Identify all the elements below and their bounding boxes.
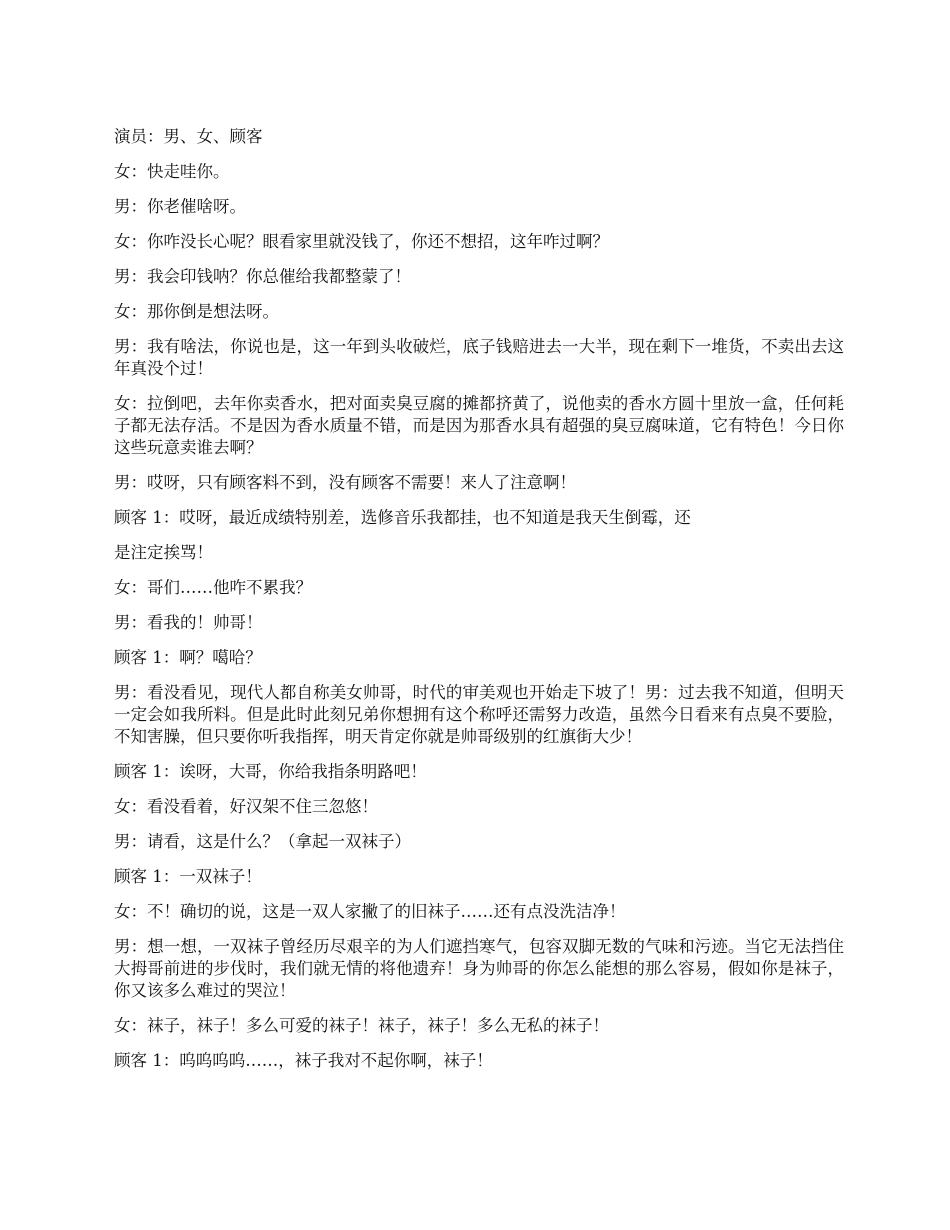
dialogue-line: 女：拉倒吧，去年你卖香水，把对面卖臭豆腐的摊都挤黄了，说他卖的香水方圆十里放一盒，任何耗子都无法存活。不是因为香水质量不错，而是因为那香水具有超强的臭豆腐味道，它有特色！今日你这些玩意卖谁去啊？	[114, 394, 844, 457]
dialogue-line: 女：你咋没长心呢？眼看家里就没钱了，你还不想招，这年咋过啊？	[114, 232, 609, 251]
dialogue-line: 男：我有啥法，你说也是，这一年到头收破烂，底子钱赔进去一大半，现在剩下一堆货，不卖出去这年真没个过！	[114, 337, 844, 378]
dialogue-line: 顾客 1：啊？噶哈？	[114, 648, 262, 667]
dialogue-line: 顾客 1：呜呜呜呜……，袜子我对不起你啊，袜子！	[114, 1051, 493, 1070]
dialogue-line: 顾客 1：哎呀，最近成绩特别差，选修音乐我都挂，也不知道是我天生倒霉，还	[114, 508, 691, 527]
dialogue-line: 男：想一想，一双袜子曾经历尽艰辛的为人们遮挡寒气，包容双脚无数的气味和污迹。当它无法挡住大拇哥前进的步伐时，我们就无情的将他遗弃！身为帅哥的你怎么能想的那么容易，假如你是袜子，你又该多么难过的哭泣！	[114, 937, 844, 1000]
document-page	[114, 126, 844, 1085]
dialogue-line: 女：哥们……他咋不累我？	[114, 578, 312, 597]
dialogue-line: 男：看我的！帅哥！	[114, 613, 263, 632]
dialogue-line: 顾客 1：诶呀，大哥，你给我指条明路吧！	[114, 762, 427, 781]
cast-list: 演员：男、女、顾客	[114, 127, 263, 146]
dialogue-line: 女：不！确切的说，这是一双人家撇了的旧袜子……还有点没洗洁净！	[114, 902, 626, 921]
dialogue-line: 女：快走哇你。	[114, 162, 230, 181]
dialogue-line: 是注定挨骂！	[114, 543, 213, 562]
dialogue-line: 男：哎呀，只有顾客料不到，没有顾客不需要！来人了注意啊！	[114, 473, 576, 492]
dialogue-line: 男：我会印钱呐？你总催给我都整蒙了！	[114, 267, 411, 286]
dialogue-line: 男：你老催啥呀。	[114, 197, 246, 216]
dialogue-line: 女：那你倒是想法呀。	[114, 302, 279, 321]
dialogue-line: 顾客 1：一双袜子！	[114, 867, 262, 886]
dialogue-line: 女：看没看着，好汉架不住三忽悠！	[114, 797, 378, 816]
dialogue-line: 女：袜子，袜子！多么可爱的袜子！袜子，袜子！多么无私的袜子！	[114, 1016, 609, 1035]
dialogue-line: 男：看没看见，现代人都自称美女帅哥，时代的审美观也开始走下坡了！男：过去我不知道，但明天一定会如我所料。但是此时此刻兄弟你想拥有这个称呼还需努力改造，虽然今日看来有点臭不要脸，不知害臊，但只要你听我指挥，明天肯定你就是帅哥级别的红旗街大少！	[114, 683, 844, 746]
dialogue-line: 男：请看，这是什么？（拿起一双袜子）	[114, 832, 411, 851]
